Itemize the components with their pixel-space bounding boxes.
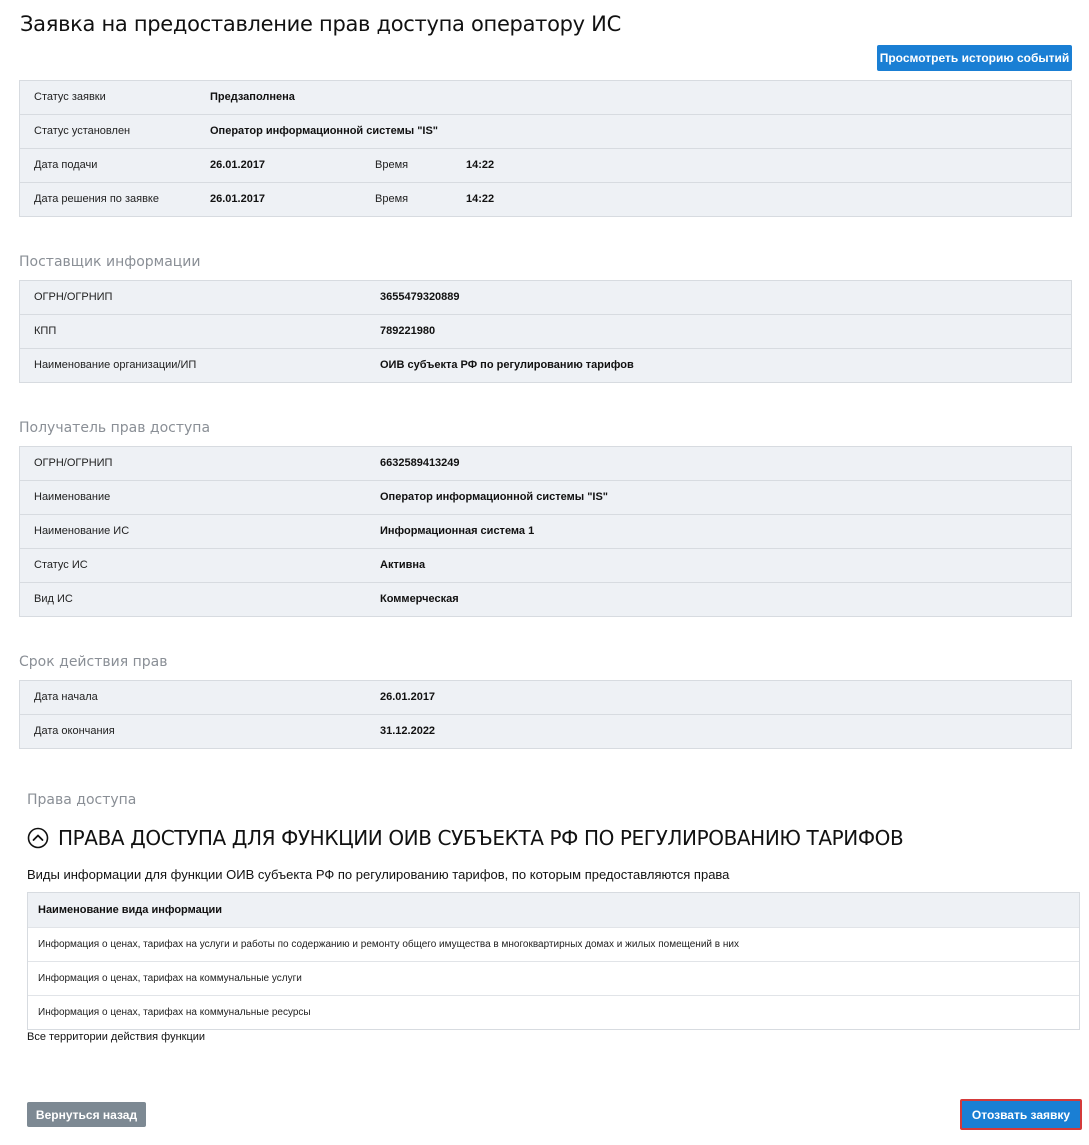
submit-date-label: Дата подачи [34,159,98,171]
validity-end-value: 31.12.2022 [380,725,436,737]
territory-note: Все территории действия функции [27,1031,206,1043]
validity-table [19,680,1072,749]
validity-end-row [20,714,1071,748]
decision-time-label: Время [375,193,409,205]
provider-kpp-value: 789221980 [380,325,436,337]
decision-date-label: Дата решения по заявке [34,193,159,205]
status-set-row [20,114,1071,148]
recipient-section-title: Получатель прав доступа [19,420,211,436]
decision-time-value: 14:22 [466,193,495,205]
info-types-header: Наименование вида информации [28,893,1079,927]
recipient-name-label: Наименование [34,491,111,503]
provider-ogrn-label: ОГРН/ОГРНИП [34,291,113,303]
back-button[interactable]: Вернуться назад [27,1102,146,1127]
recipient-is-status-value: Активна [380,559,426,571]
status-set-label: Статус установлен [34,125,131,137]
recipient-is-type-row [20,582,1071,616]
decision-date-row [20,182,1071,216]
recipient-table [19,446,1072,617]
recipient-is-name-label: Наименование ИС [34,525,130,537]
provider-ogrn-row [20,281,1071,314]
revoke-request-button[interactable]: Отозвать заявку [960,1099,1082,1130]
recipient-is-type-label: Вид ИС [34,593,73,605]
table-row: Информация о ценах, тарифах на коммунальные ресурсы [28,995,1079,1029]
provider-name-label: Наименование организации/ИП [34,359,197,371]
validity-start-label: Дата начала [34,691,98,703]
recipient-ogrn-value: 6632589413249 [380,457,460,469]
request-status-table [19,80,1072,217]
info-types-table [27,892,1080,1030]
status-row [20,81,1071,114]
provider-name-value: ОИВ субъекта РФ по регулированию тарифов [380,359,634,371]
recipient-is-name-value: Информационная система 1 [380,525,535,537]
table-row: Информация о ценах, тарифах на коммунальные услуги [28,961,1079,995]
function-rights-description: Виды информации для функции ОИВ субъекта РФ по регулированию тарифов, по которым предоставляются права [27,867,730,882]
recipient-is-status-row [20,548,1071,582]
decision-date-value: 26.01.2017 [210,193,266,205]
recipient-ogrn-label: ОГРН/ОГРНИП [34,457,113,469]
recipient-name-row [20,480,1071,514]
validity-section-title: Срок действия прав [19,654,168,670]
recipient-ogrn-row [20,447,1071,480]
submit-time-value: 14:22 [466,159,495,171]
status-set-value: Оператор информационной системы "IS" [210,125,439,137]
submit-date-row [20,148,1071,182]
recipient-is-type-value: Коммерческая [380,593,459,605]
submit-time-label: Время [375,159,409,171]
provider-section-title: Поставщик информации [19,254,201,270]
table-row: Информация о ценах, тарифах на услуги и работы по содержанию и ремонту общего имущества в многоквартирных домах и жилых помещений в них [28,927,1079,961]
provider-table [19,280,1072,383]
validity-start-value: 26.01.2017 [380,691,436,703]
recipient-name-value: Оператор информационной системы "IS" [380,491,609,503]
chevron-up-circle-icon[interactable] [27,827,49,849]
validity-end-label: Дата окончания [34,725,115,737]
provider-name-row [20,348,1071,382]
recipient-is-status-label: Статус ИС [34,559,88,571]
status-label: Статус заявки [34,91,106,103]
function-rights-title: ПРАВА ДОСТУПА ДЛЯ ФУНКЦИИ ОИВ СУБЪЕКТА РФ ПО РЕГУЛИРОВАНИЮ ТАРИФОВ [58,826,904,850]
provider-ogrn-value: 3655479320889 [380,291,460,303]
view-history-button[interactable]: Просмотреть историю событий [877,45,1072,71]
validity-start-row [20,681,1071,714]
function-rights-header[interactable] [27,825,903,851]
provider-kpp-row [20,314,1071,348]
submit-date-value: 26.01.2017 [210,159,266,171]
provider-kpp-label: КПП [34,325,57,337]
rights-section-title: Права доступа [27,792,137,808]
page-title: Заявка на предоставление прав доступа оператору ИС [20,12,621,36]
recipient-is-name-row [20,514,1071,548]
status-value: Предзаполнена [210,91,295,103]
